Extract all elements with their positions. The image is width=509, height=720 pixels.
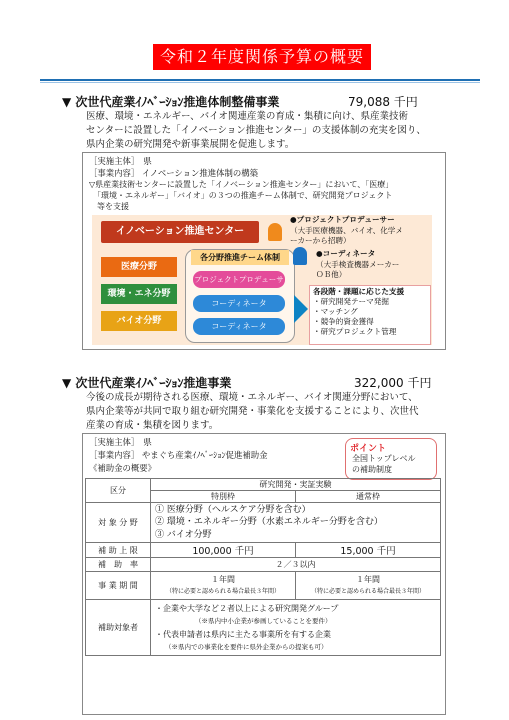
target-label: 補助対象者	[86, 600, 151, 656]
normal-header: 通常枠	[296, 491, 441, 503]
special-header: 特別枠	[151, 491, 296, 503]
period-normal: １年間	[356, 574, 380, 584]
pp-line: ●プロジェクトプロデューサー	[290, 215, 395, 224]
field-bio: バイオ分野	[101, 311, 177, 331]
team-label: 各分野推進チーム体制	[191, 250, 289, 265]
co-line: （大手検査機器メーカー	[316, 259, 400, 269]
rate-value: ２／３以内	[151, 558, 441, 572]
period-note: （特に必要と認められる場合最長３年間）	[165, 587, 280, 595]
limit-special: 100,000 千円	[151, 543, 296, 558]
period-note: （特に必要と認められる場合最長３年間）	[310, 587, 425, 595]
section2-title: ▼ 次世代産業ｲﾉﾍﾞｰｼｮﾝ推進事業	[62, 376, 232, 390]
banner-rule	[40, 79, 480, 81]
section2-detail-box	[82, 433, 446, 715]
subsidy-table	[85, 478, 441, 656]
category-header: 区分	[86, 479, 151, 503]
support-item: ・競争的資金獲得	[313, 317, 374, 326]
target-line: ・代表申請者は県内に主たる事業所を有する企業	[155, 629, 331, 639]
section1-detail-box	[82, 152, 446, 350]
desc-line: 産業の育成・集積を図ります。	[86, 420, 219, 431]
co-line: ＯＢ他）	[316, 270, 347, 279]
rate-label: 補 助 率	[86, 558, 151, 572]
pp-line: ーカーから招聘）	[290, 236, 351, 245]
target-note: （※県内での事業化を要件に県外企業からの提案も可）	[165, 642, 328, 651]
section1-title: ▼ 次世代産業ｲﾉﾍﾞｰｼｮﾝ推進体制整備事業	[62, 95, 280, 109]
pp-line: （大手医療機器、バイオ、化学メ	[290, 225, 403, 235]
rd-header: 研究開発・実証実験	[151, 479, 441, 491]
desc-line: センターに設置した「イノベーション推進センター」の支援体制の充実を図り、	[86, 125, 426, 136]
support-panel	[309, 285, 431, 345]
person-icon	[268, 223, 282, 241]
content-label: ［事業内容］ イノベーション推進体制の構築	[89, 168, 258, 178]
section2-amount: 322,000 千円	[354, 376, 432, 390]
content-line: 等を支援	[89, 202, 129, 211]
target-line: ・企業や大学など２者以上による研究開発グループ	[155, 603, 339, 613]
support-item: ・マッチング	[313, 307, 358, 316]
point-line: 全国トップレベル	[352, 454, 416, 463]
role-coordinator-2: コーディネータ	[193, 318, 285, 335]
person-icon	[293, 247, 307, 265]
field-label: 対 象 分 野	[86, 503, 151, 543]
point-label: ポイント	[350, 444, 387, 454]
period-special: １年間	[211, 574, 235, 584]
banner-rule-light	[40, 82, 480, 83]
impl-label: ［実施主体］ 県	[89, 437, 152, 447]
innovation-center-label: イノベーション推進センター	[101, 221, 259, 243]
target-field: ① 医療分野（ヘルスケア分野を含む）	[155, 504, 311, 515]
desc-line: 県内企業の研究開発や新事業展開を促進します。	[86, 139, 295, 150]
section1-amount: 79,088 千円	[348, 95, 418, 109]
section1-desc	[86, 110, 466, 152]
target-note: （※県内中小企業が参画していることを要件）	[195, 616, 332, 625]
point-line: の補助制度	[352, 465, 392, 474]
support-item: ・研究開発テーマ発掘	[313, 297, 389, 306]
arrow-right-icon	[294, 295, 308, 323]
desc-line: 県内企業等が共同で取り組む研究開発・事業化を支援することにより、次世代	[86, 406, 419, 417]
limit-label: 補 助 上 限	[86, 543, 151, 558]
desc-line: 今後の成長が期待される医療、環境・エネルギー、バイオ関連分野において、	[86, 392, 418, 403]
target-field: ② 環境・エネルギー分野（水素エネルギー分野を含む）	[155, 517, 383, 528]
outline-label: 《補助金の概要》	[89, 463, 156, 473]
period-label: 事 業 期 間	[86, 572, 151, 600]
limit-normal: 15,000 千円	[296, 543, 441, 558]
role-producer: プロジェクトプロデューサ	[193, 271, 285, 288]
content-line: 「環境・エネルギー」「バイオ」の３つの推進チーム体制で、研究開発プロジェクト	[89, 191, 393, 200]
field-medical: 医療分野	[101, 257, 177, 277]
impl-label: ［実施主体］ 県	[89, 156, 152, 166]
role-coordinator-1: コーディネータ	[193, 295, 285, 312]
co-line: ●コーディネータ	[316, 249, 376, 258]
content-label: ［事業内容］ やまぐち産業ｲﾉﾍﾞｰｼｮﾝ促進補助金	[89, 450, 268, 460]
target-field: ③ バイオ分野	[155, 529, 212, 540]
desc-line: 医療、環境・エネルギー、バイオ関連産業の育成・集積に向け、県産業技術	[86, 111, 408, 122]
field-environment: 環境・エネ分野	[101, 284, 177, 304]
content-line: ▽県産業技術センターに設置した「イノベーション推進センター」において、「医療」	[89, 180, 394, 189]
support-item: ・研究プロジェクト管理	[313, 327, 397, 336]
page-banner: 令和２年度関係予算の概要	[153, 44, 371, 70]
support-title: 各段階・課題に応じた支援	[313, 287, 405, 296]
point-callout	[345, 438, 437, 480]
